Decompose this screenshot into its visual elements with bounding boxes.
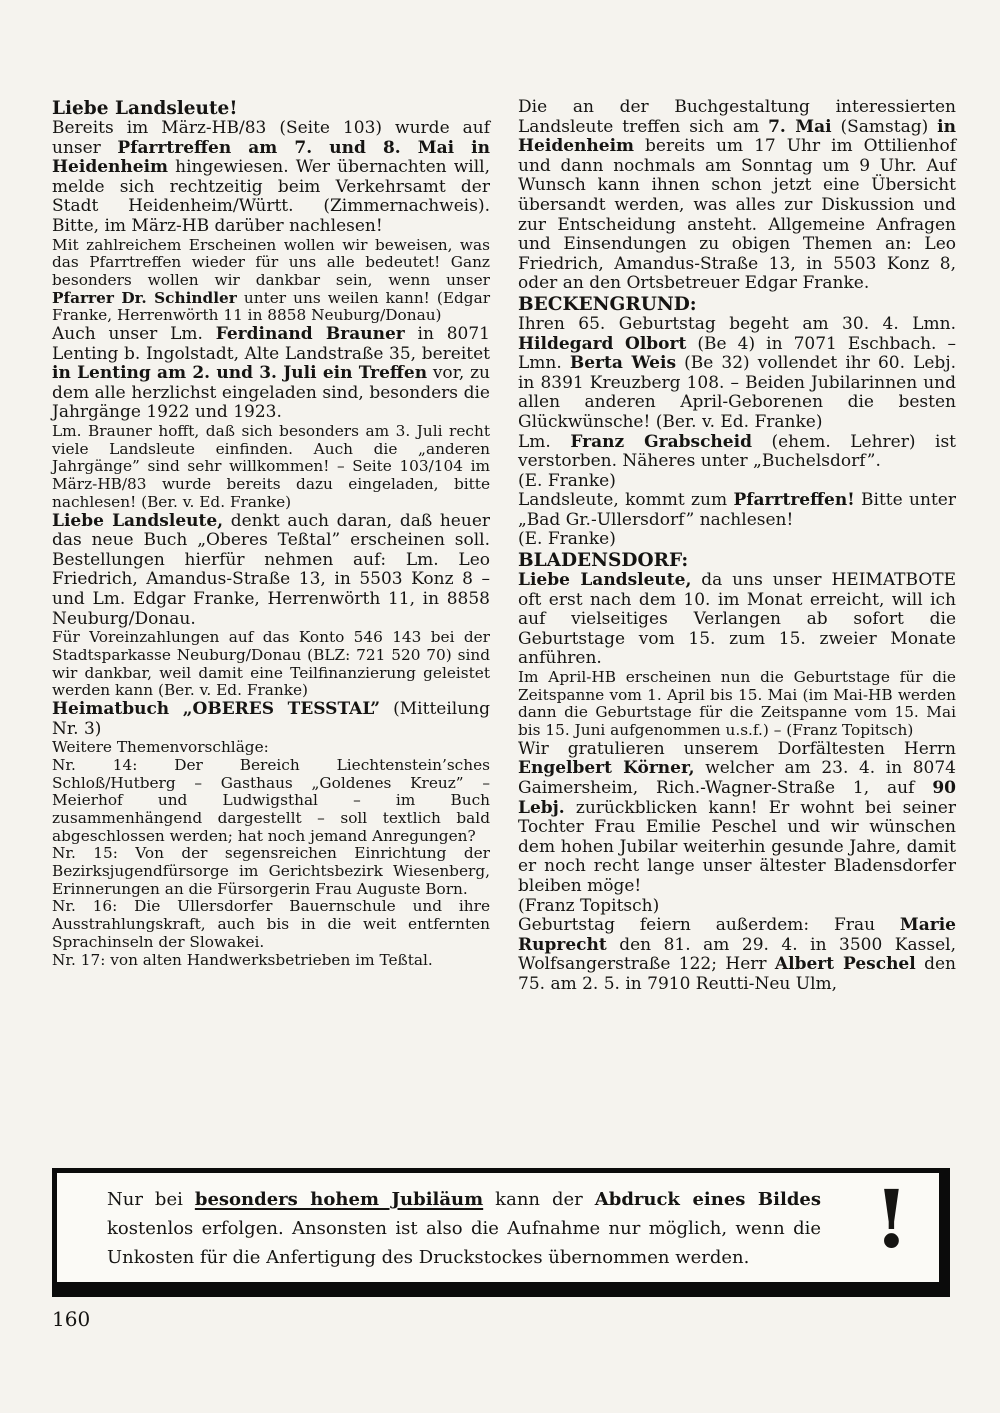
text-run: hingewiesen. Wer übernachten will, melde sich rechtzeitig beim Verkehrsamt der Stadt Heidenheim/Württ. (Zimmernachweis). Bitte, im März-HB darüber nachlesen!: [52, 157, 490, 236]
text-run: (Mitteilung Nr. 3): [52, 698, 490, 739]
bold-text: 7. Mai: [768, 116, 832, 137]
exclamation-mark: !: [873, 1172, 909, 1266]
paragraph: [52, 325, 490, 423]
bold-text: Liebe Landsleute,: [52, 510, 224, 531]
text-run: Nur bei: [107, 1189, 195, 1210]
bold-text: Ferdinand Brauner: [215, 324, 405, 345]
paragraph: [518, 98, 956, 294]
paragraph: [518, 669, 956, 740]
bold-text: Marie Ruprecht: [518, 915, 956, 955]
text-run: Mit zahlreichem Erscheinen wollen wir beweisen, was das Pfarrtreffen wieder für uns alle bedeutet! Ganz besonders wollen wir dankbar sein, wenn unser: [52, 235, 490, 289]
text-run: (ehem. Lehrer) ist verstorben. Näheres unter „Buchelsdorf”.: [518, 431, 956, 472]
paragraph: [52, 757, 490, 846]
text-run: Auch unser Lm.: [52, 324, 216, 345]
bold-text: Albert Peschel: [774, 954, 916, 975]
text-run: Die an der Buchgestaltung interessierten Landsleute treffen sich am: [518, 97, 956, 137]
text-run: zurückblicken kann! Er wohnt bei seiner Tochter Frau Emilie Peschel und wir wünschen dem hohen Jubilar weiterhin gesunde Jahre, damit er noch recht lange unser ältester Bladensdorfer bleiben möge!: [518, 797, 956, 896]
text-run: Lm. Brauner hofft, daß sich besonders am 3. Juli recht viele Landsleute einfinden. Auch die „anderen Jahrgänge” sind sehr willkommen! – Seite 103/104 im März-HB/83 wurde bereits dazu eingeladen, bitte nachlesen! (Ber. v. Ed. Franke): [52, 422, 490, 511]
section-heading: [518, 294, 956, 315]
text-run: kann der: [483, 1189, 595, 1210]
text-run: vor, zu dem alle herzlichst eingeladen sind, besonders die Jahrgänge 1922 und 1923.: [52, 363, 490, 423]
text-run: Bereits im März-HB/83 (Seite 103) wurde auf unser: [52, 118, 490, 158]
text-run: Weitere Themenvorschläge:: [52, 738, 269, 757]
paragraph: [518, 315, 956, 433]
text-run: Im April-HB erscheinen nun die Geburtstage für die Zeitspanne vom 1. April bis 15. Mai (im Mai-HB werden dann die Geburtstage für die Zeitspanne vom 15. Mai bis 15. Juni aufgenommen u.s.f.) – (Franz Topitsch): [518, 668, 956, 740]
text-run: da uns unser HEIMATBOTE oft erst nach dem 10. im Monat erreicht, will ich auf vielseitiges Verlangen ab sofort die Geburtstage vom 15. zum 15. zweier Monate anführen.: [518, 570, 956, 669]
notice-text: [107, 1185, 821, 1272]
text-run: welcher am 23. 4. in 8074 Gaimersheim, Rich.-Wagner-Straße 1, auf: [518, 758, 956, 799]
text-run: Landsleute, kommt zum: [518, 490, 734, 511]
paragraph: [52, 423, 490, 512]
text-run: Bitte unter „Bad Gr.-Ullersdorf” nachlesen!: [518, 490, 956, 530]
paragraph: [518, 740, 956, 897]
text-run: Nr. 15: Von der segensreichen Einrichtung der Bezirksjugendfürsorge im Gerichtsbezirk Wiesenberg, Erinnerungen an die Fürsorgerin Frau Auguste Born.: [52, 844, 490, 898]
text-run: kostenlos erfolgen. Ansonsten ist also die Aufnahme nur möglich, wenn die Unkosten für die Anfertigung des Druckstockes übernommen werden.: [107, 1218, 821, 1268]
paragraph: [518, 491, 956, 530]
text-run: Geburtstag feiern außerdem: Frau: [518, 915, 900, 936]
paragraph: [52, 739, 490, 757]
text-run: denkt auch daran, daß heuer das neue Buch „Oberes Teßtal” erscheinen soll. Bestellungen hierfür nehmen auf: Lm. Leo Friedrich, Amandus-Straße 13, in 5503 Konz 8 – und Lm. Edgar Franke, Herrenwörth 11, in 8858 Neuburg/Donau.: [52, 510, 490, 629]
bold-text: besonders hohem Jubiläum: [194, 1189, 484, 1210]
text-run: (Be 4) in 7071 Eschbach. – Lmn.: [518, 333, 956, 374]
bold-text: Heimatbuch „OBERES TESSTAL”: [52, 698, 381, 719]
right-column: [518, 98, 956, 995]
text-run: (Be 32) vollendet ihr 60. Lebj. in 8391 Kreuzberg 108. – Beiden Jubilarinnen und allen anderen April-Geborenen die besten Glückwünsche! (Ber. v. Ed. Franke): [518, 353, 956, 432]
bold-text: Liebe Landsleute!: [52, 98, 238, 119]
bold-text: Liebe Landsleute,: [518, 570, 692, 591]
paragraph: [518, 916, 956, 994]
notice-box: [52, 1168, 950, 1297]
text-run: Ihren 65. Geburtstag begeht am 30. 4. Lmn.: [518, 313, 956, 334]
bold-text: Pfarrtreffen!: [733, 490, 855, 511]
page-number: 160: [52, 1307, 91, 1331]
bold-text: Berta Weis: [569, 353, 677, 374]
bold-text: Pfarrer Dr. Schindler: [52, 288, 237, 307]
text-run: Für Voreinzahlungen auf das Konto 546 143 bei der Stadtsparkasse Neuburg/Donau (BLZ: 721 520 70) sind wir dankbar, weil damit eine Teilfinanzierung geleistet werden kann (Ber. v. Ed. Franke): [52, 628, 490, 700]
bold-text: Engelbert Körner,: [518, 758, 695, 779]
paragraph: [52, 119, 490, 237]
left-column: [52, 98, 490, 969]
attribution-line: (E. Franke): [518, 470, 616, 491]
paragraph: [52, 512, 490, 630]
text-run: Nr. 17: von alten Handwerksbetrieben im Teßtal.: [52, 950, 433, 969]
bold-text: BECKENGRUND:: [518, 293, 697, 315]
paragraph: [518, 571, 956, 669]
text-run: den 81. am 29. 4. in 3500 Kassel, Wolfsangerstraße 122; Herr: [518, 934, 956, 975]
text-run: in 8071 Lenting b. Ingolstadt, Alte Landstraße 35, bereitet: [52, 324, 490, 364]
bold-text: in Heidenheim: [518, 116, 956, 157]
paragraph: [52, 700, 490, 739]
text-run: unter uns weilen kann! (Edgar Franke, Herrenwörth 11 in 8858 Neuburg/Donau): [52, 288, 491, 325]
text-run: den 75. am 2. 5. in 7910 Reutti-Neu Ulm,: [518, 954, 956, 994]
section-heading: [518, 550, 956, 571]
attribution-line: (Franz Topitsch): [518, 895, 660, 916]
bold-text: Franz Grabscheid: [570, 431, 752, 452]
text-run: Nr. 14: Der Bereich Liechtenstein’sches Schloß/Hutberg – Gasthaus „Goldenes Kreuz” – Meierhof und Ludwigsthal – im Buch zusammenhängend dargestellt – soll textlich bald abgeschlossen werden; hat noch jemand Anregungen?: [52, 755, 490, 845]
bold-text: BLADENSDORF:: [518, 550, 689, 572]
text-run: Lm.: [518, 431, 571, 452]
content-columns: [52, 98, 956, 995]
paragraph: [52, 237, 490, 326]
text-run: (Samstag): [831, 116, 938, 137]
bold-text: in Lenting am 2. und 3. Juli ein Treffen: [52, 363, 428, 384]
bold-text: 90 Lebj.: [518, 778, 956, 818]
bold-text: Hildegard Olbort: [518, 333, 687, 354]
paragraph: [52, 629, 490, 700]
paragraph: [518, 433, 956, 472]
bold-text: Pfarrtreffen am 7. und 8. Mai in Heidenheim: [52, 137, 490, 178]
text-run: bereits um 17 Uhr im Ottilienhof und dann nochmals am Sonntag um 9 Uhr. Auf Wunsch kann ihnen schon jetzt eine Übersicht übersandt werden, was alles zur Diskussion und zur Entscheidung ansteht. Allgemeine Anfragen und Einsendungen zu obigen Themen an: Leo Friedrich, Amandus-Straße 13, in 5503 Konz 8, oder an den Ortsbetreuer Edgar Franke.: [518, 136, 956, 294]
paragraph: [52, 845, 490, 898]
text-run: Nr. 16: Die Ullersdorfer Bauernschule und ihre Ausstrahlungskraft, auch bis in die weit entfernten Sprachinseln der Slowakei.: [52, 897, 490, 951]
attribution-line: (E. Franke): [518, 529, 616, 550]
section-heading: [52, 98, 490, 119]
paragraph: [52, 952, 490, 970]
text-run: Wir gratulieren unserem Dorfältesten Herrn: [518, 738, 956, 759]
paragraph: [52, 898, 490, 951]
bold-text: Abdruck eines Bildes: [594, 1189, 821, 1210]
